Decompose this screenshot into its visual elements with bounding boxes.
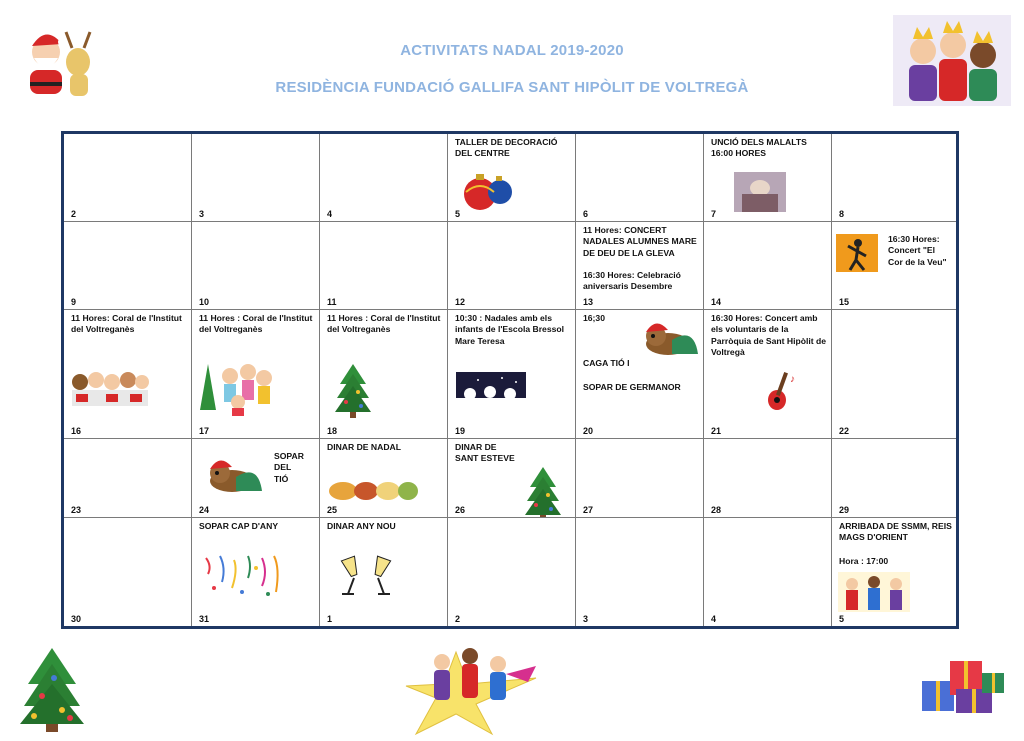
cell-day-number: 4	[327, 209, 333, 219]
kings-icon	[838, 572, 910, 617]
cell-day-number: 20	[583, 426, 594, 436]
gifts-icon	[920, 655, 1006, 715]
cell-event-text: DINAR DE SANT ESTEVE	[455, 442, 515, 464]
calendar-cell	[704, 310, 832, 439]
calendar-cell	[64, 518, 192, 626]
cell-day-number: 19	[455, 426, 466, 436]
calendar-cell	[704, 222, 832, 310]
cell-event-text: DINAR ANY NOU	[327, 521, 396, 531]
calendar-cell	[704, 439, 832, 518]
calendar-cell	[576, 310, 704, 439]
ornaments-icon	[456, 168, 520, 217]
cell-event-text-extra: 16:30 Hores: Celebració aniversaris Desembre	[583, 270, 681, 292]
calendar-cell	[320, 518, 448, 626]
calendar-cell	[64, 439, 192, 518]
calendar-cell	[192, 134, 320, 222]
choir-icon	[70, 368, 150, 413]
calendar-cell	[192, 222, 320, 310]
tio-icon	[206, 453, 264, 500]
calendar-cell	[704, 134, 832, 222]
cell-day-number: 18	[327, 426, 338, 436]
cell-day-number: 30	[71, 614, 82, 624]
calendar-cell	[576, 222, 704, 310]
tio-icon	[642, 316, 700, 363]
cell-day-number: 25	[327, 505, 338, 515]
cell-event-text: DINAR DE NADAL	[327, 442, 401, 452]
cell-day-number: 2	[71, 209, 77, 219]
santa-reindeer-icon	[16, 22, 98, 102]
calendar-cell	[64, 222, 192, 310]
calendar-cell	[832, 222, 956, 310]
calendar-cell	[192, 439, 320, 518]
cell-event-text: ARRIBADA DE SSMM, REIS MAGS D'ORIENT	[839, 521, 952, 543]
cell-day-number: 12	[455, 297, 466, 307]
cell-day-number: 26	[455, 505, 466, 515]
calendar-cell	[448, 439, 576, 518]
cell-day-number: 24	[199, 505, 210, 515]
cell-event-text: 11 Hores : Coral de l'Institut del Voltreganès	[327, 313, 441, 335]
calendar-cell	[320, 222, 448, 310]
cell-event-text: SOPAR DEL TIÓ	[274, 451, 304, 484]
cell-day-number: 8	[839, 209, 845, 219]
cell-day-number: 16	[71, 426, 82, 436]
cell-event-text-extra: Hora : 17:00	[839, 556, 889, 566]
cell-day-number: 28	[711, 505, 722, 515]
cell-day-number: 4	[711, 614, 717, 624]
page-title: ACTIVITATS NADAL 2019-2020	[400, 42, 624, 59]
calendar-cell	[832, 310, 956, 439]
three-kings-icon	[893, 15, 1011, 106]
svg-text:♪: ♪	[790, 374, 795, 385]
calendar-cell	[704, 518, 832, 626]
calendar-grid	[61, 131, 959, 629]
cell-event-text-extra: CAGA TIÓ I	[583, 358, 630, 368]
food-icon	[328, 473, 418, 508]
kids-icon	[198, 360, 278, 421]
calendar-cell	[832, 134, 956, 222]
calendar-cell	[576, 518, 704, 626]
cell-day-number: 2	[455, 614, 461, 624]
calendar-cell	[192, 518, 320, 626]
calendar-cell	[448, 222, 576, 310]
calendar-cell	[320, 310, 448, 439]
cell-event-text: 16:30 Hores: Concert amb els voluntaris de la Parròquia de Sant Hipòlit de Voltregà	[711, 313, 827, 358]
cell-event-text: 11 Hores: Coral de l'Institut del Voltreganès	[71, 313, 182, 335]
cell-day-number: 11	[327, 297, 337, 307]
cell-day-number: 15	[839, 297, 850, 307]
calendar-cell	[448, 310, 576, 439]
tree-icon	[524, 465, 562, 518]
cell-event-text: 11 Hores : Coral de l'Institut del Voltreganès	[199, 313, 313, 335]
cell-day-number: 31	[199, 614, 210, 624]
calendar-cell	[576, 439, 704, 518]
cell-day-number: 14	[711, 297, 722, 307]
cell-day-number: 27	[583, 505, 594, 515]
champagne-icon	[338, 552, 394, 603]
calendar-cell	[64, 310, 192, 439]
calendar-cell	[448, 518, 576, 626]
cell-day-number: 17	[199, 426, 210, 436]
cell-event-text: 16:30 Hores: Concert "El Cor de la Veu"	[888, 234, 947, 267]
cell-day-number: 7	[711, 209, 717, 219]
star-kings-icon	[396, 638, 546, 738]
confetti-icon	[202, 552, 284, 603]
guitar-icon	[764, 368, 798, 417]
singer-icon	[836, 234, 878, 277]
tree-icon	[334, 362, 372, 423]
cell-day-number: 10	[199, 297, 210, 307]
cell-day-number: 22	[839, 426, 850, 436]
snow-icon	[456, 372, 526, 417]
calendar-cell	[320, 439, 448, 518]
cell-day-number: 5	[839, 614, 845, 624]
calendar-cell	[320, 134, 448, 222]
cell-day-number: 3	[199, 209, 205, 219]
calendar-cell	[64, 134, 192, 222]
calendar-cell	[576, 134, 704, 222]
calendar-cell	[192, 310, 320, 439]
cell-day-number: 6	[583, 209, 589, 219]
cell-day-number: 5	[455, 209, 461, 219]
page-subtitle: RESIDÈNCIA FUNDACIÓ GALLIFA SANT HIPÒLIT DE VOLTREGÀ	[275, 79, 749, 96]
cell-day-number: 3	[583, 614, 589, 624]
photo-icon	[734, 172, 786, 217]
cell-day-number: 23	[71, 505, 82, 515]
cell-day-number: 1	[327, 614, 333, 624]
cell-event-text: SOPAR CAP D'ANY	[199, 521, 279, 531]
cell-event-text: TALLER DE DECORACIÓ DEL CENTRE	[455, 137, 558, 159]
cell-day-number: 29	[839, 505, 850, 515]
cell-day-number: 13	[583, 297, 594, 307]
cell-event-text: 11 Hores: CONCERT NADALES ALUMNES MARE DE DEU DE LA GLEVA	[583, 225, 697, 258]
cell-event-text: 16;30	[583, 313, 605, 323]
calendar-cell	[448, 134, 576, 222]
calendar-cell	[832, 439, 956, 518]
cell-event-text: UNCIÓ DELS MALALTS 16:00 HORES	[711, 137, 807, 159]
cell-day-number: 21	[711, 426, 722, 436]
cell-event-text: 10:30 : Nadales amb els infants de l'Escola Bressol Mare Teresa	[455, 313, 565, 346]
calendar-cell	[832, 518, 956, 626]
cell-event-text-extra: SOPAR DE GERMANOR	[583, 382, 681, 392]
christmas-tree-icon	[18, 644, 86, 734]
cell-day-number: 9	[71, 297, 77, 307]
